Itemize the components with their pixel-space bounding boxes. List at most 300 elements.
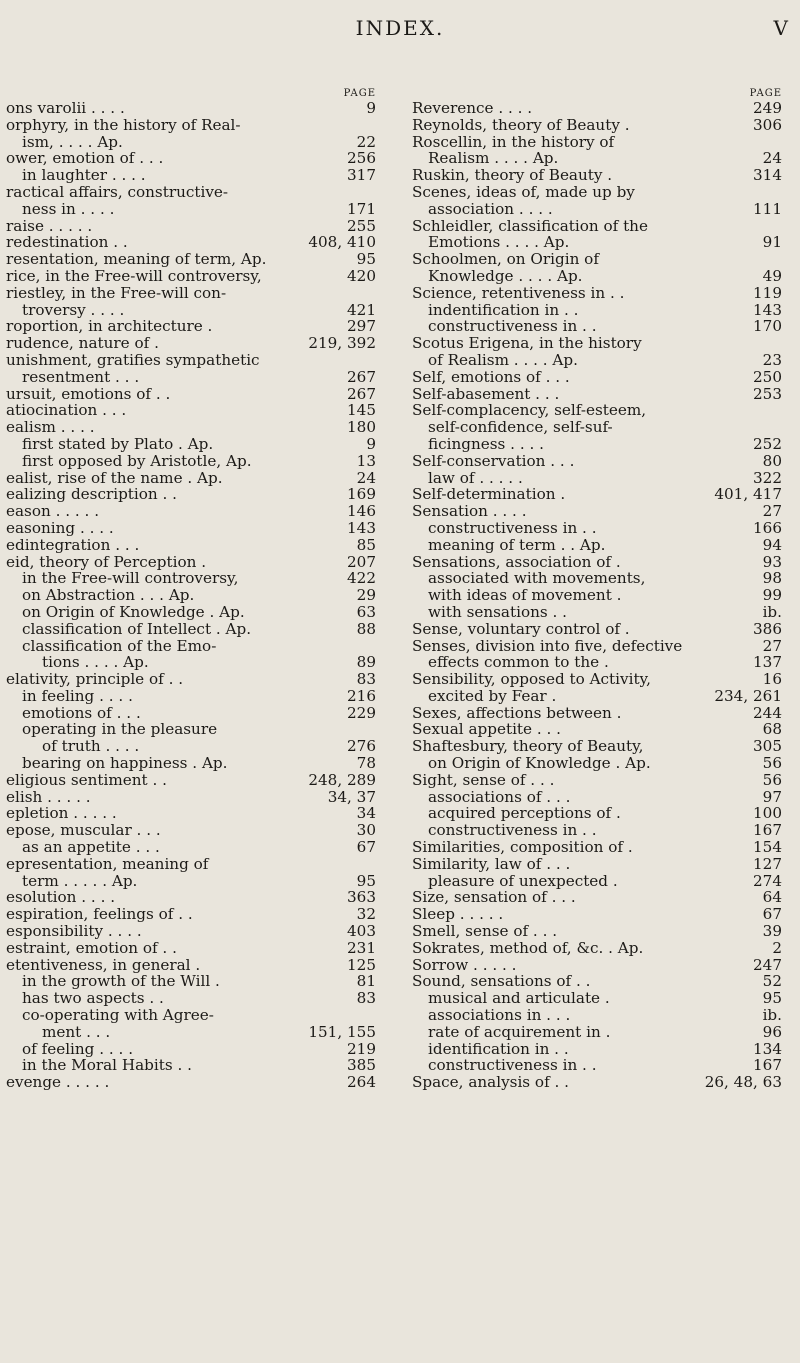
index-entry bbox=[412, 402, 782, 419]
entry-page: 244 bbox=[753, 703, 782, 722]
right-column bbox=[412, 88, 782, 1091]
entry-page: 154 bbox=[753, 838, 782, 857]
index-entry bbox=[412, 285, 782, 302]
index-entry bbox=[412, 772, 782, 789]
entry-page: 216 bbox=[347, 686, 376, 705]
entry-page: 63 bbox=[356, 602, 376, 621]
entry-term: Sleep . . . . . bbox=[412, 905, 504, 924]
entry-page: 256 bbox=[347, 149, 376, 168]
index-entry bbox=[412, 453, 782, 470]
entry-page: 403 bbox=[347, 922, 376, 941]
entry-page: 68 bbox=[762, 720, 782, 739]
entry-term: orphyry, in the history of Real- bbox=[6, 115, 241, 134]
entry-page: 145 bbox=[347, 401, 376, 420]
entry-term: tions . . . . Ap. bbox=[42, 653, 149, 672]
entry-term: redestination . . bbox=[6, 233, 128, 252]
entry-page: 421 bbox=[347, 300, 376, 319]
entry-page: 167 bbox=[753, 1056, 782, 1075]
entry-term: Self, emotions of . . . bbox=[412, 367, 570, 386]
index-entry bbox=[412, 990, 782, 1007]
entry-term: epletion . . . . . bbox=[6, 804, 117, 823]
entry-term: riestley, in the Free-will con- bbox=[6, 283, 227, 302]
entry-term: elativity, principle of . . bbox=[6, 670, 184, 689]
index-entry bbox=[6, 721, 376, 738]
index-entry bbox=[6, 805, 376, 822]
entry-page: 276 bbox=[347, 737, 376, 756]
index-entry bbox=[412, 587, 782, 604]
entry-page: 401, 417 bbox=[714, 485, 782, 504]
entry-page: 234, 261 bbox=[714, 686, 782, 705]
entry-term: associations in . . . bbox=[428, 1006, 571, 1025]
entry-term: eid, theory of Perception . bbox=[6, 552, 207, 571]
entry-term: rudence, nature of . bbox=[6, 334, 159, 353]
entry-term: classification of Intellect . Ap. bbox=[22, 619, 252, 638]
entry-page: 170 bbox=[753, 317, 782, 336]
index-entry bbox=[6, 1024, 376, 1041]
index-entry bbox=[412, 436, 782, 453]
entry-page: 143 bbox=[347, 518, 376, 537]
entry-page: 219 bbox=[347, 1039, 376, 1058]
entry-page: 22 bbox=[356, 132, 376, 151]
entry-term: estraint, emotion of . . bbox=[6, 938, 177, 957]
entry-page: 64 bbox=[762, 888, 782, 907]
entry-page: 274 bbox=[753, 871, 782, 890]
index-entry bbox=[6, 755, 376, 772]
page-header bbox=[0, 14, 800, 44]
entry-page: 146 bbox=[347, 502, 376, 521]
entry-term: ealizing description . . bbox=[6, 485, 177, 504]
index-entry bbox=[6, 352, 376, 369]
index-entry bbox=[6, 369, 376, 386]
index-entry bbox=[412, 671, 782, 688]
entry-term: Sexes, affections between . bbox=[412, 703, 622, 722]
entry-page: 314 bbox=[753, 166, 782, 185]
entry-page: 125 bbox=[347, 955, 376, 974]
entry-page: 96 bbox=[762, 1022, 782, 1041]
index-entry bbox=[6, 587, 376, 604]
entry-term: ism, . . . . Ap. bbox=[22, 132, 123, 151]
entry-term: Knowledge . . . . Ap. bbox=[428, 266, 583, 285]
index-entry bbox=[412, 537, 782, 554]
entry-term: elish . . . . . bbox=[6, 787, 91, 806]
entry-page: 385 bbox=[347, 1056, 376, 1075]
page-number: V bbox=[773, 16, 788, 40]
entry-page: 9 bbox=[366, 99, 376, 117]
entry-term: ficingness . . . . bbox=[428, 434, 544, 453]
entry-term: Self-determination . bbox=[412, 485, 566, 504]
entry-term: raise . . . . . bbox=[6, 216, 93, 235]
index-entry bbox=[6, 436, 376, 453]
index-entry bbox=[412, 1007, 782, 1024]
entry-term: Reverence . . . . bbox=[412, 99, 533, 117]
index-entry bbox=[6, 503, 376, 520]
entry-term: ment . . . bbox=[42, 1022, 111, 1041]
entry-term: associated with movements, bbox=[428, 569, 646, 588]
index-entry bbox=[6, 218, 376, 235]
entry-page: 85 bbox=[356, 535, 376, 554]
entry-term: Sorrow . . . . . bbox=[412, 955, 517, 974]
entry-page: 249 bbox=[753, 99, 782, 117]
entry-term: Scenes, ideas of, made up by bbox=[412, 182, 635, 201]
index-entry bbox=[6, 470, 376, 487]
index-entry bbox=[412, 554, 782, 571]
index-entry bbox=[6, 889, 376, 906]
entry-term: Self-conservation . . . bbox=[412, 451, 575, 470]
entry-page: 49 bbox=[762, 266, 782, 285]
entry-term: Schleidler, classification of the bbox=[412, 216, 648, 235]
entry-page: 67 bbox=[356, 838, 376, 857]
entry-term: constructiveness in . . bbox=[428, 317, 597, 336]
entry-term: Smell, sense of . . . bbox=[412, 922, 558, 941]
index-entry bbox=[6, 654, 376, 671]
entry-term: easoning . . . . bbox=[6, 518, 114, 537]
index-entry bbox=[6, 856, 376, 873]
entry-term: rate of acquirement in . bbox=[428, 1022, 611, 1041]
entry-term: has two aspects . . bbox=[22, 989, 164, 1008]
entry-term: indentification in . . bbox=[428, 300, 579, 319]
index-entry bbox=[412, 184, 782, 201]
entry-term: associations of . . . bbox=[428, 787, 571, 806]
entry-term: ealist, rise of the name . Ap. bbox=[6, 468, 223, 487]
entry-term: in feeling . . . . bbox=[22, 686, 133, 705]
index-entry bbox=[412, 302, 782, 319]
entry-page: 219, 392 bbox=[308, 334, 376, 353]
index-entry bbox=[412, 134, 782, 151]
entry-term: term . . . . . Ap. bbox=[22, 871, 138, 890]
entry-page: 13 bbox=[356, 451, 376, 470]
entry-term: ractical affairs, constructive- bbox=[6, 182, 229, 201]
index-entry bbox=[412, 234, 782, 251]
index-entry bbox=[6, 184, 376, 201]
index-entry bbox=[412, 738, 782, 755]
entry-page: 420 bbox=[347, 266, 376, 285]
index-entry bbox=[6, 604, 376, 621]
index-entry bbox=[412, 1057, 782, 1074]
entry-term: ealism . . . . bbox=[6, 418, 95, 437]
index-entry bbox=[6, 486, 376, 503]
index-entry bbox=[412, 638, 782, 655]
entry-term: Sensation . . . . bbox=[412, 502, 527, 521]
entry-page: 252 bbox=[753, 434, 782, 453]
entry-term: Reynolds, theory of Beauty . bbox=[412, 115, 630, 134]
index-entry bbox=[412, 923, 782, 940]
entry-page: 247 bbox=[753, 955, 782, 974]
index-entry bbox=[412, 386, 782, 403]
entry-term: Scotus Erigena, in the history bbox=[412, 334, 642, 353]
index-entry bbox=[6, 335, 376, 352]
index-entry bbox=[412, 251, 782, 268]
index-entry bbox=[412, 873, 782, 890]
index-entry bbox=[412, 822, 782, 839]
entry-page: 207 bbox=[347, 552, 376, 571]
entry-term: Senses, division into five, defective bbox=[412, 636, 683, 655]
entry-page: 52 bbox=[762, 972, 782, 991]
entry-term: troversy . . . . bbox=[22, 300, 125, 319]
index-entry bbox=[412, 1041, 782, 1058]
entry-page: 34, 37 bbox=[327, 787, 376, 806]
entry-term: musical and articulate . bbox=[428, 989, 610, 1008]
entry-term: effects common to the . bbox=[428, 653, 609, 672]
entry-page: 26, 48, 63 bbox=[704, 1073, 782, 1092]
entry-term: eason . . . . . bbox=[6, 502, 100, 521]
entry-page: 39 bbox=[762, 922, 782, 941]
entry-page: 91 bbox=[762, 233, 782, 252]
entry-term: etentiveness, in general . bbox=[6, 955, 201, 974]
entry-page: 9 bbox=[366, 434, 376, 453]
index-entry bbox=[412, 1074, 782, 1091]
entry-page: ib. bbox=[762, 602, 782, 621]
index-entry bbox=[412, 167, 782, 184]
entry-term: Schoolmen, on Origin of bbox=[412, 250, 599, 269]
index-entry bbox=[6, 554, 376, 571]
entry-term: on Origin of Knowledge . Ap. bbox=[428, 754, 651, 773]
entry-term: Sensibility, opposed to Activity, bbox=[412, 670, 651, 689]
entry-page: 32 bbox=[356, 905, 376, 924]
index-entry bbox=[412, 470, 782, 487]
entry-page: 16 bbox=[762, 670, 782, 689]
entry-term: classification of the Emo- bbox=[22, 636, 217, 655]
entry-term: in the Moral Habits . . bbox=[22, 1056, 192, 1075]
index-entry bbox=[6, 117, 376, 134]
entry-term: Ruskin, theory of Beauty . bbox=[412, 166, 613, 185]
entry-term: first opposed by Aristotle, Ap. bbox=[22, 451, 252, 470]
entry-term: epose, muscular . . . bbox=[6, 821, 161, 840]
entry-term: esponsibility . . . . bbox=[6, 922, 142, 941]
index-entry bbox=[412, 688, 782, 705]
entry-page: 98 bbox=[762, 569, 782, 588]
index-entry bbox=[412, 1024, 782, 1041]
index-entry bbox=[6, 268, 376, 285]
entry-page: 264 bbox=[347, 1073, 376, 1092]
entry-page: 386 bbox=[753, 619, 782, 638]
entry-page: 363 bbox=[347, 888, 376, 907]
index-entry bbox=[412, 957, 782, 974]
index-entry bbox=[412, 352, 782, 369]
entry-term: with ideas of movement . bbox=[428, 586, 622, 605]
entry-term: ons varolii . . . . bbox=[6, 99, 125, 117]
entry-page: 111 bbox=[753, 199, 782, 218]
entry-page: 267 bbox=[347, 384, 376, 403]
entry-page: 93 bbox=[762, 552, 782, 571]
entry-page: 80 bbox=[762, 451, 782, 470]
entry-page: 2 bbox=[772, 938, 782, 957]
index-entry bbox=[412, 973, 782, 990]
index-entry bbox=[412, 889, 782, 906]
entry-term: ness in . . . . bbox=[22, 199, 115, 218]
entry-page: 151, 155 bbox=[308, 1022, 376, 1041]
entry-page: 95 bbox=[762, 989, 782, 1008]
index-entry bbox=[6, 738, 376, 755]
entry-page: 250 bbox=[753, 367, 782, 386]
index-entry bbox=[412, 705, 782, 722]
entry-term: resentation, meaning of term, Ap. bbox=[6, 250, 267, 269]
entry-page: 322 bbox=[753, 468, 782, 487]
entry-term: atiocination . . . bbox=[6, 401, 127, 420]
entry-term: as an appetite . . . bbox=[22, 838, 160, 857]
index-entry bbox=[6, 419, 376, 436]
index-entry bbox=[412, 318, 782, 335]
entry-term: association . . . . bbox=[428, 199, 553, 218]
index-entry bbox=[6, 688, 376, 705]
entry-page: 317 bbox=[347, 166, 376, 185]
entry-page: 56 bbox=[762, 754, 782, 773]
index-entry bbox=[6, 873, 376, 890]
entry-term: bearing on happiness . Ap. bbox=[22, 754, 228, 773]
entry-page: 78 bbox=[356, 754, 376, 773]
index-entry bbox=[412, 369, 782, 386]
entry-page: 83 bbox=[356, 670, 376, 689]
entry-term: ursuit, emotions of . . bbox=[6, 384, 171, 403]
index-entry bbox=[412, 218, 782, 235]
entry-page: 248, 289 bbox=[308, 770, 376, 789]
entry-page: 119 bbox=[753, 283, 782, 302]
index-entry bbox=[6, 570, 376, 587]
index-entry bbox=[412, 755, 782, 772]
entry-page: 99 bbox=[762, 586, 782, 605]
index-entry bbox=[6, 234, 376, 251]
entry-term: co-operating with Agree- bbox=[22, 1006, 214, 1025]
index-entry bbox=[6, 973, 376, 990]
index-entry bbox=[412, 940, 782, 957]
entry-term: first stated by Plato . Ap. bbox=[22, 434, 214, 453]
entry-term: eligious sentiment . . bbox=[6, 770, 167, 789]
entry-term: Science, retentiveness in . . bbox=[412, 283, 625, 302]
entry-page: 89 bbox=[356, 653, 376, 672]
entry-term: in laughter . . . . bbox=[22, 166, 146, 185]
entry-term: constructiveness in . . bbox=[428, 1056, 597, 1075]
index-entry bbox=[412, 906, 782, 923]
entry-page: 408, 410 bbox=[308, 233, 376, 252]
entry-term: Self-complacency, self-esteem, bbox=[412, 401, 647, 420]
index-entry bbox=[412, 335, 782, 352]
entry-page: 24 bbox=[762, 149, 782, 168]
entry-page: 88 bbox=[356, 619, 376, 638]
entry-page: 137 bbox=[753, 653, 782, 672]
entry-term: law of . . . . . bbox=[428, 468, 523, 487]
index-entry bbox=[412, 520, 782, 537]
index-entry bbox=[412, 570, 782, 587]
index-entry bbox=[6, 638, 376, 655]
entry-page: 127 bbox=[753, 854, 782, 873]
index-entry bbox=[412, 503, 782, 520]
entry-page: 83 bbox=[356, 989, 376, 1008]
entry-page: 34 bbox=[356, 804, 376, 823]
entry-page: 297 bbox=[347, 317, 376, 336]
index-entry bbox=[412, 604, 782, 621]
entry-term: espiration, feelings of . . bbox=[6, 905, 193, 924]
index-entry bbox=[412, 100, 782, 117]
entry-term: Similarities, composition of . bbox=[412, 838, 633, 857]
index-entry bbox=[6, 705, 376, 722]
entry-term: Self-abasement . . . bbox=[412, 384, 560, 403]
page-column-label: PAGE bbox=[749, 88, 782, 99]
entry-term: of Realism . . . . Ap. bbox=[428, 350, 578, 369]
entry-page: 166 bbox=[753, 518, 782, 537]
index-entry bbox=[6, 150, 376, 167]
index-entry bbox=[6, 537, 376, 554]
index-entry bbox=[6, 402, 376, 419]
index-entry bbox=[412, 117, 782, 134]
entry-page: 95 bbox=[356, 871, 376, 890]
entry-term: unishment, gratifies sympathetic bbox=[6, 350, 260, 369]
index-entry bbox=[6, 839, 376, 856]
entry-page: 100 bbox=[753, 804, 782, 823]
index-entry bbox=[412, 839, 782, 856]
index-entry bbox=[412, 268, 782, 285]
entry-page: 24 bbox=[356, 468, 376, 487]
entry-page: 134 bbox=[753, 1039, 782, 1058]
entry-page: 27 bbox=[762, 636, 782, 655]
entry-page: 267 bbox=[347, 367, 376, 386]
entry-page: 306 bbox=[753, 115, 782, 134]
entry-page: 81 bbox=[356, 972, 376, 991]
entry-term: Sokrates, method of, &c. . Ap. bbox=[412, 938, 644, 957]
index-entry bbox=[412, 150, 782, 167]
entry-page: 67 bbox=[762, 905, 782, 924]
index-entry bbox=[412, 486, 782, 503]
entry-page: 171 bbox=[347, 199, 376, 218]
index-entry bbox=[412, 201, 782, 218]
entry-page: ib. bbox=[762, 1006, 782, 1025]
index-entry bbox=[6, 251, 376, 268]
index-entry bbox=[412, 621, 782, 638]
index-entry bbox=[6, 1007, 376, 1024]
entry-term: constructiveness in . . bbox=[428, 821, 597, 840]
entry-term: Sensations, association of . bbox=[412, 552, 621, 571]
index-entry bbox=[6, 453, 376, 470]
entry-term: Sense, voluntary control of . bbox=[412, 619, 630, 638]
entry-page: 231 bbox=[347, 938, 376, 957]
entry-term: rice, in the Free-will controversy, bbox=[6, 266, 262, 285]
index-entry bbox=[6, 167, 376, 184]
index-entry bbox=[6, 957, 376, 974]
entry-term: Sight, sense of . . . bbox=[412, 770, 555, 789]
entry-page: 97 bbox=[762, 787, 782, 806]
index-entry bbox=[412, 856, 782, 873]
page-column-label: PAGE bbox=[343, 88, 376, 99]
entry-term: on Abstraction . . . Ap. bbox=[22, 586, 195, 605]
index-entry bbox=[6, 285, 376, 302]
entry-term: operating in the pleasure bbox=[22, 720, 218, 739]
entry-term: emotions of . . . bbox=[22, 703, 141, 722]
index-entry bbox=[6, 318, 376, 335]
entry-term: in the growth of the Will . bbox=[22, 972, 220, 991]
entry-term: Size, sensation of . . . bbox=[412, 888, 576, 907]
entry-page: 229 bbox=[347, 703, 376, 722]
index-entry bbox=[412, 654, 782, 671]
index-entry bbox=[6, 1074, 376, 1091]
index-entry bbox=[412, 789, 782, 806]
entry-term: evenge . . . . . bbox=[6, 1073, 110, 1092]
index-entry bbox=[6, 386, 376, 403]
index-entry bbox=[412, 805, 782, 822]
entry-term: identification in . . bbox=[428, 1039, 569, 1058]
index-entry bbox=[6, 621, 376, 638]
entry-term: resentment . . . bbox=[22, 367, 140, 386]
entry-page: 94 bbox=[762, 535, 782, 554]
entry-term: ower, emotion of . . . bbox=[6, 149, 164, 168]
entry-page: 305 bbox=[753, 737, 782, 756]
index-entry bbox=[6, 772, 376, 789]
entry-term: of truth . . . . bbox=[42, 737, 140, 756]
entry-term: Space, analysis of . . bbox=[412, 1073, 570, 1092]
index-entry bbox=[412, 419, 782, 436]
entry-term: on Origin of Knowledge . Ap. bbox=[22, 602, 245, 621]
index-entry bbox=[6, 940, 376, 957]
index-title: INDEX. bbox=[355, 16, 445, 40]
entry-term: in the Free-will controversy, bbox=[22, 569, 239, 588]
entry-term: Realism . . . . Ap. bbox=[428, 149, 559, 168]
